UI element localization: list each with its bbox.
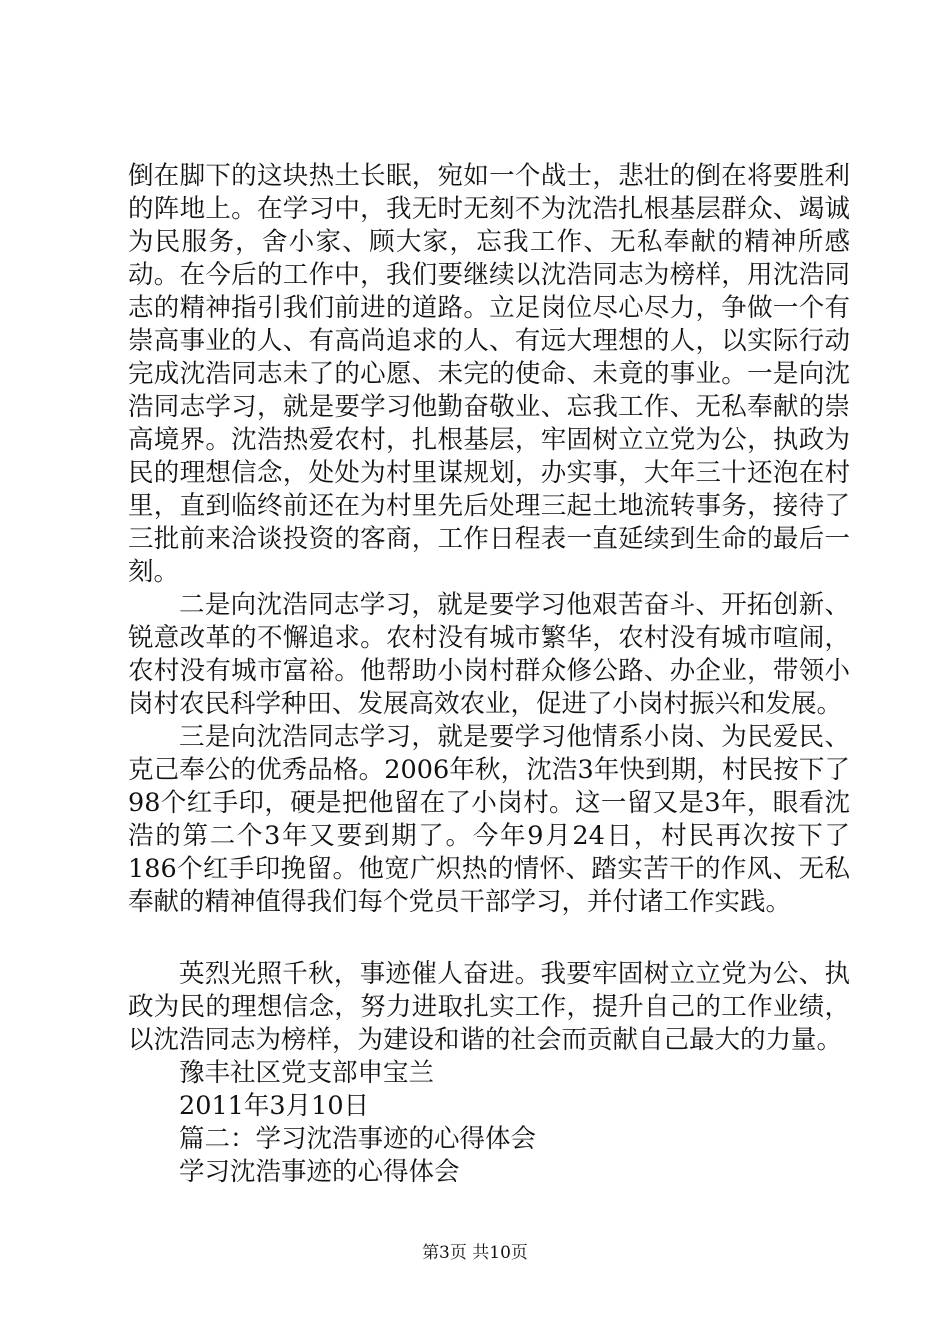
section-heading: 篇二：学习沈浩事迹的心得体会 — [179, 1124, 537, 1154]
body-paragraph-2: 二是向沈浩同志学习，就是要学习他艰苦奋斗、开拓创新、锐意改革的不懈追求。农村没有城市繁华，农村没有城市喧闹，农村没有城市富裕。他帮助小岗村群众修公路、办企业，带领小岗村农民科学种田、发展高效农业，促进了小岗村振兴和发展。 — [128, 590, 850, 719]
body-paragraph-3: 三是向沈浩同志学习，就是要学习他情系小岗、为民爱民、克己奉公的优秀品格。2006年秋，沈浩3年快到期，村民按下了98个红手印，硬是把他留在了小岗村。这一留又是3年，眼看沈浩的第二个3年又要到期了。今年9月24日，村民再次按下了186个红手印挽留。他宽广炽热的情怀、踏实苦干的作风、无私奉献的精神值得我们每个党员干部学习，并付诸工作实践。 — [128, 722, 850, 917]
body-paragraph-4: 英烈光照千秋，事迹催人奋进。我要牢固树立立党为公、执政为民的理想信念，努力进取扎实工作，提升自己的工作业绩，以沈浩同志为榜样，为建设和谐的社会而贡献自己最大的力量。 — [128, 959, 850, 1055]
signature-line: 豫丰社区党支部申宝兰 — [179, 1058, 435, 1088]
paragraph-spacer — [128, 919, 850, 958]
date-line: 2011年3月10日 — [179, 1091, 370, 1121]
section-title: 学习沈浩事迹的心得体会 — [179, 1157, 460, 1187]
document-body — [128, 160, 850, 1189]
page-number-footer: 第3页 共10页 — [422, 1243, 528, 1263]
body-paragraph-1: 倒在脚下的这块热土长眠，宛如一个战士，悲壮的倒在将要胜利的阵地上。在学习中，我无时无刻不为沈浩扎根基层群众、竭诚为民服务，舍小家、顾大家，忘我工作、无私奉献的精神所感动。在今后的工作中，我们要继续以沈浩同志为榜样，用沈浩同志的精神指引我们前进的道路。立足岗位尽心尽力，争做一个有崇高事业的人、有高尚追求的人、有远大理想的人，以实际行动完成沈浩同志未了的心愿、未完的使命、未竟的事业。一是向沈浩同志学习，就是要学习他勤奋敬业、忘我工作、无私奉献的崇高境界。沈浩热爱农村，扎根基层，牢固树立立党为公，执政为民的理想信念，处处为村里谋规划，办实事，大年三十还泡在村里，直到临终前还在为村里先后处理三起土地流转事务，接待了三批前来洽谈投资的客商，工作日程表一直延续到生命的最后一刻。 — [128, 161, 850, 587]
